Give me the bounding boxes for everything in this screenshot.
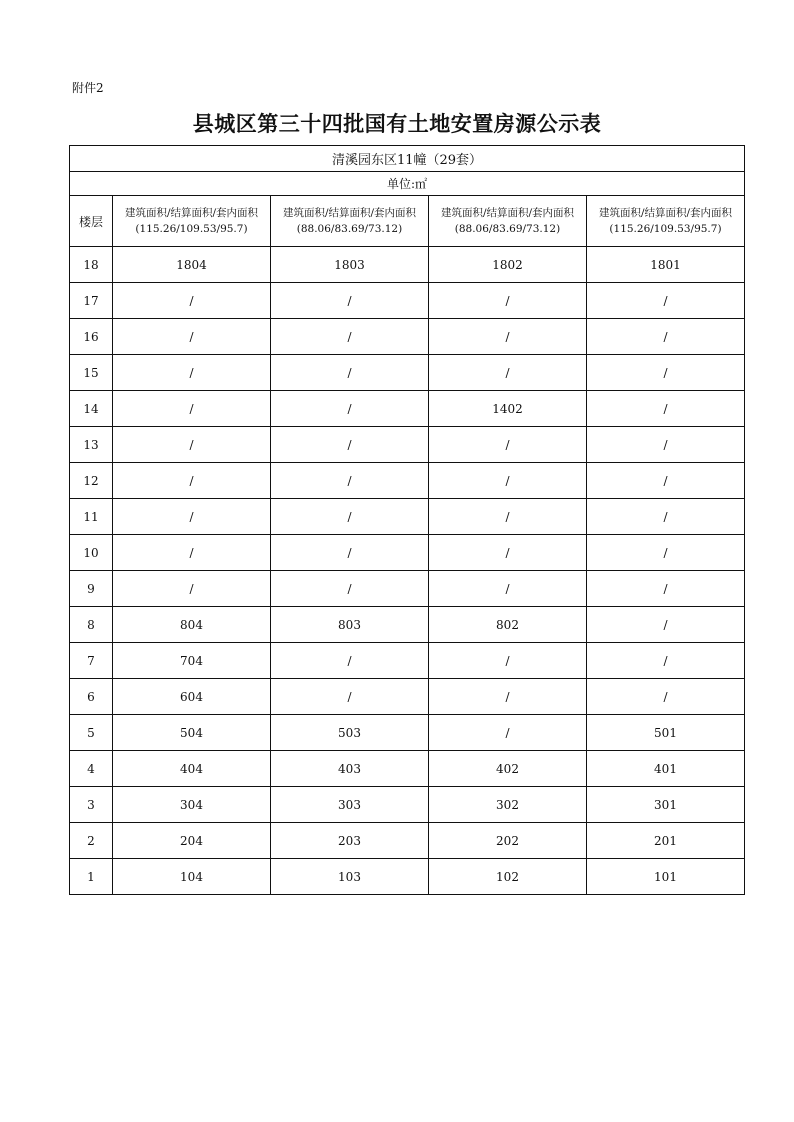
room-number-cell: 201 xyxy=(587,823,745,859)
room-number-cell: / xyxy=(587,571,745,607)
room-number-cell: 104 xyxy=(113,859,271,895)
room-number-cell: 501 xyxy=(587,715,745,751)
floor-number: 8 xyxy=(70,607,113,643)
floor-number: 4 xyxy=(70,751,113,787)
table-row xyxy=(70,499,745,535)
room-number-cell: 1803 xyxy=(271,247,429,283)
room-number-cell: / xyxy=(429,355,587,391)
floor-number: 17 xyxy=(70,283,113,319)
area-type-label: 建筑面积/结算面积/套内面积 xyxy=(282,207,417,219)
area-values: (88.06/83.69/73.12) xyxy=(454,223,561,235)
room-number-cell: 503 xyxy=(271,715,429,751)
room-number-cell: / xyxy=(429,715,587,751)
floor-number: 5 xyxy=(70,715,113,751)
room-number-cell: 403 xyxy=(271,751,429,787)
area-type-label: 建筑面积/结算面积/套内面积 xyxy=(598,207,733,219)
room-number-cell: / xyxy=(113,463,271,499)
table-row xyxy=(70,427,745,463)
unit-column-header xyxy=(587,196,745,247)
room-number-cell: 1801 xyxy=(587,247,745,283)
room-number-cell: / xyxy=(271,427,429,463)
room-number-cell: 1802 xyxy=(429,247,587,283)
page-title: 县城区第三十四批国有土地安置房源公示表 xyxy=(192,111,602,136)
floor-number: 2 xyxy=(70,823,113,859)
room-number-cell: 802 xyxy=(429,607,587,643)
floor-number: 3 xyxy=(70,787,113,823)
room-number-cell: / xyxy=(271,391,429,427)
room-number-cell: / xyxy=(587,499,745,535)
table-row xyxy=(70,787,745,823)
room-number-cell: / xyxy=(113,283,271,319)
room-number-cell: / xyxy=(271,463,429,499)
unit-row xyxy=(70,172,745,196)
floor-number: 16 xyxy=(70,319,113,355)
unit-column-header xyxy=(113,196,271,247)
floor-number: 10 xyxy=(70,535,113,571)
room-number-cell: / xyxy=(429,463,587,499)
floor-number: 9 xyxy=(70,571,113,607)
room-number-cell: 103 xyxy=(271,859,429,895)
table-row xyxy=(70,319,745,355)
room-number-cell: / xyxy=(271,355,429,391)
area-type-label: 建筑面积/结算面积/套内面积 xyxy=(124,207,259,219)
floor-column-header: 楼层 xyxy=(70,196,113,247)
room-number-cell: / xyxy=(113,427,271,463)
table-row xyxy=(70,859,745,895)
room-number-cell: / xyxy=(113,535,271,571)
room-number-cell: / xyxy=(429,427,587,463)
room-number-cell: / xyxy=(113,391,271,427)
room-number-cell: / xyxy=(271,535,429,571)
room-number-cell: / xyxy=(429,499,587,535)
room-number-cell: 301 xyxy=(587,787,745,823)
room-number-cell: 404 xyxy=(113,751,271,787)
area-values: (88.06/83.69/73.12) xyxy=(296,223,403,235)
room-number-cell: 704 xyxy=(113,643,271,679)
room-number-cell: / xyxy=(113,571,271,607)
table-row xyxy=(70,679,745,715)
area-values: (115.26/109.53/95.7) xyxy=(135,223,248,235)
table-row xyxy=(70,643,745,679)
room-number-cell: / xyxy=(429,283,587,319)
floor-number: 6 xyxy=(70,679,113,715)
room-number-cell: / xyxy=(271,643,429,679)
room-number-cell: / xyxy=(271,283,429,319)
room-number-cell: / xyxy=(271,571,429,607)
room-number-cell: / xyxy=(587,391,745,427)
room-number-cell: / xyxy=(587,319,745,355)
building-row xyxy=(70,146,745,172)
room-number-cell: 102 xyxy=(429,859,587,895)
floor-number: 12 xyxy=(70,463,113,499)
floor-number: 18 xyxy=(70,247,113,283)
floor-number: 13 xyxy=(70,427,113,463)
room-number-cell: / xyxy=(429,571,587,607)
unit-column-header xyxy=(429,196,587,247)
room-number-cell: / xyxy=(271,319,429,355)
table-row xyxy=(70,607,745,643)
room-number-cell: / xyxy=(113,355,271,391)
table-row xyxy=(70,823,745,859)
room-number-cell: 1402 xyxy=(429,391,587,427)
room-number-cell: / xyxy=(429,319,587,355)
table-row xyxy=(70,391,745,427)
attachment-label: 附件2 xyxy=(72,81,104,95)
header-row xyxy=(70,196,745,247)
floor-number: 1 xyxy=(70,859,113,895)
room-number-cell: 302 xyxy=(429,787,587,823)
room-number-cell: 804 xyxy=(113,607,271,643)
room-number-cell: / xyxy=(429,535,587,571)
table-row xyxy=(70,463,745,499)
room-number-cell: 303 xyxy=(271,787,429,823)
room-number-cell: / xyxy=(271,679,429,715)
room-number-cell: 803 xyxy=(271,607,429,643)
room-number-cell: / xyxy=(429,679,587,715)
table-row xyxy=(70,283,745,319)
room-number-cell: 402 xyxy=(429,751,587,787)
area-type-label: 建筑面积/结算面积/套内面积 xyxy=(440,207,575,219)
room-number-cell: 1804 xyxy=(113,247,271,283)
room-number-cell: / xyxy=(587,463,745,499)
room-number-cell: / xyxy=(113,319,271,355)
room-number-cell: / xyxy=(271,499,429,535)
housing-table xyxy=(69,145,745,895)
room-number-cell: / xyxy=(587,679,745,715)
floor-number: 14 xyxy=(70,391,113,427)
room-number-cell: 202 xyxy=(429,823,587,859)
unit-column-header xyxy=(271,196,429,247)
unit-label: 单位:㎡ xyxy=(70,172,745,196)
room-number-cell: / xyxy=(113,499,271,535)
table-row xyxy=(70,355,745,391)
table-row xyxy=(70,247,745,283)
area-values: (115.26/109.53/95.7) xyxy=(609,223,722,235)
room-number-cell: / xyxy=(587,643,745,679)
room-number-cell: / xyxy=(429,643,587,679)
room-number-cell: / xyxy=(587,607,745,643)
floor-number: 15 xyxy=(70,355,113,391)
room-number-cell: 204 xyxy=(113,823,271,859)
room-number-cell: 504 xyxy=(113,715,271,751)
table-row xyxy=(70,751,745,787)
room-number-cell: 304 xyxy=(113,787,271,823)
room-number-cell: / xyxy=(587,535,745,571)
room-number-cell: / xyxy=(587,355,745,391)
room-number-cell: / xyxy=(587,283,745,319)
floor-number: 11 xyxy=(70,499,113,535)
room-number-cell: / xyxy=(587,427,745,463)
room-number-cell: 101 xyxy=(587,859,745,895)
room-number-cell: 401 xyxy=(587,751,745,787)
table-row xyxy=(70,715,745,751)
room-number-cell: 604 xyxy=(113,679,271,715)
table-row xyxy=(70,571,745,607)
room-number-cell: 203 xyxy=(271,823,429,859)
floor-number: 7 xyxy=(70,643,113,679)
table-row xyxy=(70,535,745,571)
building-name: 清溪园东区11幢（29套） xyxy=(70,146,745,172)
